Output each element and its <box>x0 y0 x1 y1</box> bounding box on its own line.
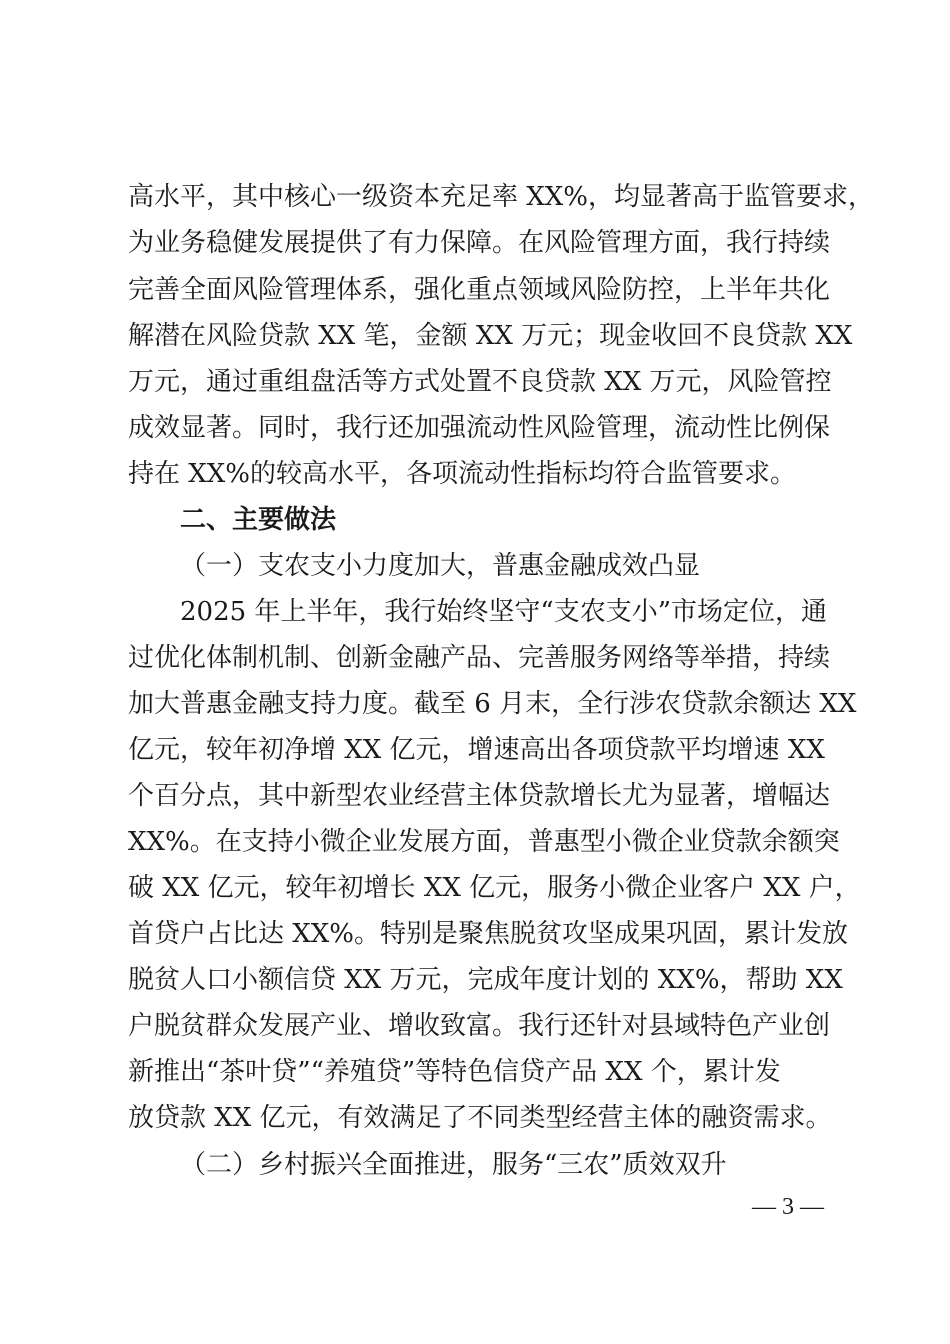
paragraph-line: 过优化体制机制、创新金融产品、完善服务网络等举措，持续 <box>128 643 831 673</box>
paragraph-line: 完善全面风险管理体系，强化重点领域风险防控，上半年共化 <box>128 275 831 305</box>
paragraph-line: 亿元，较年初净增 XX 亿元，增速高出各项贷款平均增速 XX <box>128 735 825 765</box>
subheading: （一）支农支小力度加大，普惠金融成效凸显 <box>180 551 701 581</box>
paragraph-line: 新推出“茶叶贷”“养殖贷”等特色信贷产品 XX 个，累计发 <box>128 1057 781 1087</box>
paragraph-line: 脱贫人口小额信贷 XX 万元，完成年度计划的 XX%，帮助 XX <box>128 965 843 995</box>
paragraph-line: 成效显著。同时，我行还加强流动性风险管理，流动性比例保 <box>128 413 831 443</box>
paragraph-line: 2025 年上半年，我行始终坚守“支农支小”市场定位，通 <box>180 597 828 627</box>
paragraph-line: 解潜在风险贷款 XX 笔，金额 XX 万元；现金收回不良贷款 XX <box>128 321 853 351</box>
paragraph-line: 首贷户占比达 XX%。特别是聚焦脱贫攻坚成果巩固，累计发放 <box>128 919 848 949</box>
subheading: （二）乡村振兴全面推进，服务“三农”质效双升 <box>180 1150 727 1180</box>
section-heading: 二、主要做法 <box>180 505 337 535</box>
paragraph-line: 万元，通过重组盘活等方式处置不良贷款 XX 万元，风险管控 <box>128 367 832 397</box>
paragraph-line: 个百分点，其中新型农业经营主体贷款增长尤为显著，增幅达 <box>128 781 831 811</box>
paragraph-line: 放贷款 XX 亿元，有效满足了不同类型经营主体的融资需求。 <box>128 1103 832 1133</box>
paragraph-line: XX%。在支持小微企业发展方面，普惠型小微企业贷款余额突 <box>128 827 840 857</box>
paragraph-line: 破 XX 亿元，较年初增长 XX 亿元，服务小微企业客户 XX 户， <box>128 873 861 903</box>
page-number: — 3 — <box>752 1194 824 1220</box>
paragraph-line: 持在 XX%的较高水平，各项流动性指标均符合监管要求。 <box>128 459 796 489</box>
paragraph-line: 加大普惠金融支持力度。截至 6 月末，全行涉农贷款余额达 XX <box>128 689 857 719</box>
paragraph-line: 高水平，其中核心一级资本充足率 XX%，均显著高于监管要求， <box>128 182 874 212</box>
paragraph-line: 为业务稳健发展提供了有力保障。在风险管理方面，我行持续 <box>128 228 831 258</box>
paragraph-line: 户脱贫群众发展产业、增收致富。我行还针对县域特色产业创 <box>128 1011 831 1041</box>
